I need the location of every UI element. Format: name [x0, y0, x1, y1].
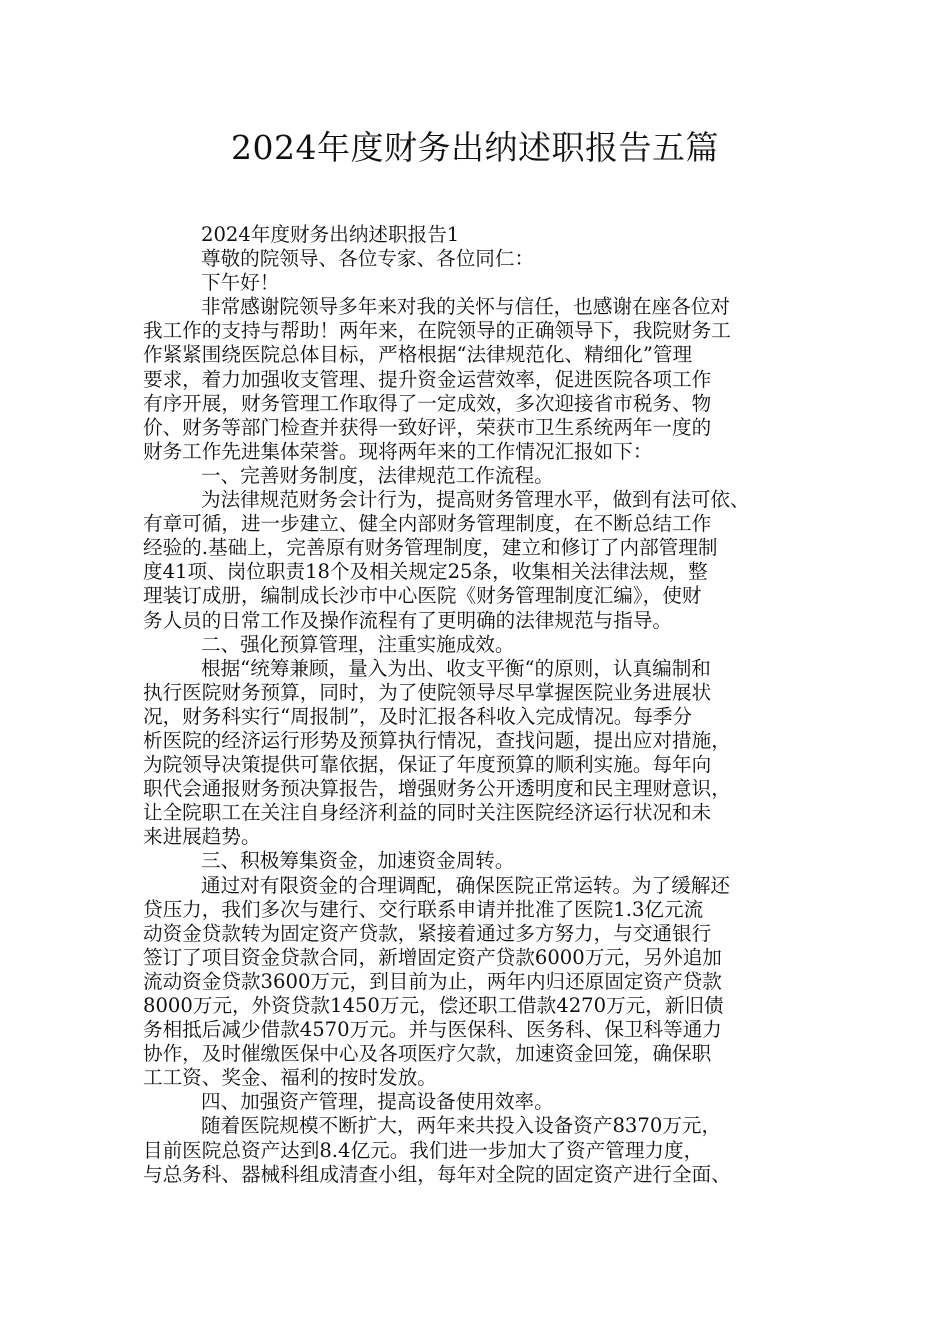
text-line: 2024年度财务出纳述职报告1	[201, 223, 460, 246]
text-line: 作紧紧围绕医院总体目标，严格根据“法律规范化、精细化”管理	[143, 343, 693, 367]
text-line: 财务工作先进集体荣誉。现将两年来的工作情况汇报如下：	[143, 439, 653, 463]
text-line: 来进展趋势。	[143, 825, 261, 849]
text-line: 要求，着力加强收支管理、提升资金运营效率，促进医院各项工作	[143, 367, 712, 391]
text-line: 况，财务科实行“周报制”，及时汇报各科收入完成情况。每季分	[143, 704, 693, 728]
text-line: 析医院的经济运行形势及预算执行情况，查找问题，提出应对措施，	[143, 728, 731, 752]
text-line: 通过对有限资金的合理调配，确保医院正常运转。为了缓解还	[201, 873, 731, 897]
text-line: 理装订成册，编制成长沙市中心医院《财务管理制度汇编》，使财	[143, 584, 702, 608]
text-line: 根据“统筹兼顾，量入为出、收支平衡“的原则，认真编制和	[201, 656, 711, 680]
text-line: 执行医院财务预算，同时，为了使院领导尽早掌握医院业务进展状	[143, 680, 712, 704]
text-line: 目前医院总资产达到8.4亿元。我们进一步加大了资产管理力度，	[143, 1138, 704, 1162]
text-line: 贷压力，我们多次与建行、交行联系申请并批准了医院1.3亿元流	[143, 897, 704, 921]
text-line: 下午好！	[201, 271, 280, 295]
text-line: 非常感谢院领导多年来对我的关怀与信任，也感谢在座各位对	[201, 295, 731, 319]
document-body	[143, 223, 823, 1187]
text-line: 流动资金贷款3600万元，到目前为止，两年内归还原固定资产贷款	[143, 969, 722, 993]
text-line: 8000万元，外资贷款1450万元，偿还职工借款4270万元，新旧债	[143, 994, 724, 1017]
text-line: 务相抵后减少借款4570万元。并与医保科、医务科、保卫科等通力	[143, 1018, 722, 1042]
text-line: 我工作的支持与帮助！两年来，在院领导的正确领导下，我院财务工	[143, 319, 731, 343]
text-line: 随着医院规模不断扩大，两年来共投入设备资产8370万元，	[201, 1114, 722, 1138]
text-line: 为法律规范财务会计行为，提高财务管理水平，做到有法可依、	[201, 488, 750, 512]
text-line: 职代会通报财务预决算报告，增强财务公开透明度和民主理财意识，	[143, 777, 731, 801]
text-line: 签订了项目资金贷款合同，新增固定资产贷款6000万元，另外追加	[143, 945, 722, 969]
text-line: 务人员的日常工作及操作流程有了更明确的法律规范与指导。	[143, 608, 673, 632]
text-line: 三、积极筹集资金，加速资金周转。	[201, 849, 515, 873]
text-line: 有章可循，进一步建立、健全内部财务管理制度，在不断总结工作	[143, 512, 712, 536]
text-line: 一、完善财务制度，法律规范工作流程。	[201, 463, 554, 487]
text-line: 与总务科、器械科组成清查小组，每年对全院的固定资产进行全面、	[143, 1162, 731, 1186]
text-line: 工工资、奖金、福利的按时发放。	[143, 1066, 437, 1090]
text-line: 二、强化预算管理，注重实施成效。	[201, 632, 515, 656]
text-line: 为院领导决策提供可靠依据，保证了年度预算的顺利实施。每年向	[143, 753, 712, 777]
text-line: 四、加强资产管理，提高设备使用效率。	[201, 1090, 554, 1114]
text-line: 尊敬的院领导、各位专家、各位同仁：	[201, 247, 535, 271]
document-title: 2024年度财务出纳述职报告五篇	[231, 128, 719, 167]
text-line: 价、财务等部门检查并获得一致好评，荣获市卫生系统两年一度的	[143, 415, 712, 439]
text-line: 让全院职工在关注自身经济利益的同时关注医院经济运行状况和未	[143, 801, 712, 825]
text-line: 经验的.基础上，完善原有财务管理制度，建立和修订了内部管理制	[143, 536, 718, 560]
text-line: 动资金贷款转为固定资产贷款，紧接着通过多方努力，与交通银行	[143, 921, 712, 945]
text-line: 度41项、岗位职责18个及相关规定25条，收集相关法律法规，整	[143, 560, 708, 584]
text-line: 协作，及时催缴医保中心及各项医疗欠款，加速资金回笼，确保职	[143, 1042, 712, 1066]
text-line: 有序开展，财务管理工作取得了一定成效，多次迎接省市税务、物	[143, 391, 712, 415]
